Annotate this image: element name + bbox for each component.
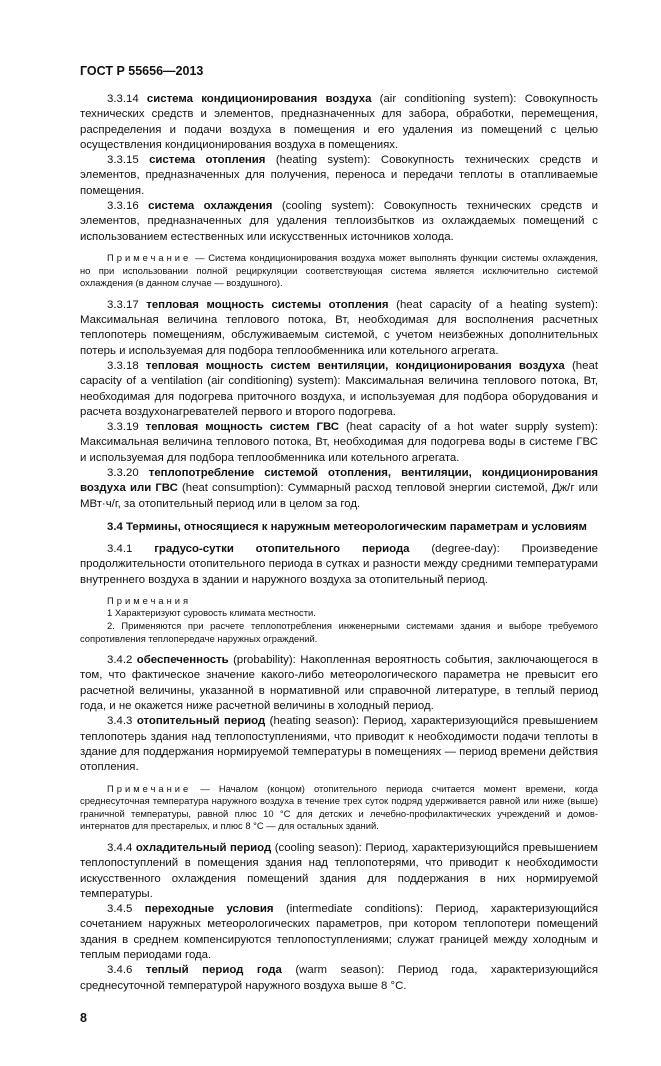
term-definition: Период, характеризующийся превышением теплопоступлений в помещения здания над теплопотерями, что приводит к необходимости искусственного охлаждения помещений здания для поддержания в них нормируемой температуры.	[80, 841, 598, 900]
term-definition: Совокупность технических средств и элементов, предназначенных для забора, обработки, перемещения, распределения и подачи воздуха в помещения и его удаления из помещений с целью осуществления кондиционирования воздуха в помещениях.	[80, 93, 598, 151]
term-number: 3.3.18	[107, 359, 139, 372]
term-definition: Максимальная величина теплового потока, Вт, необходимая для подогрева приточного воздуха, и используемая для подбора оборудования и расчета воздухонагревателей первого и второго подогрева.	[80, 375, 598, 418]
term-english: (warm season):	[295, 964, 385, 977]
term-number: 3.4.2	[107, 654, 133, 667]
term-name: теплопотребление системой отопления, вентиляции, кондиционирования воздуха или ГВС	[80, 467, 598, 495]
term-number: 3.4.4	[107, 841, 133, 854]
term-number: 3.4.5	[107, 903, 133, 916]
term-english: (heating system):	[275, 154, 371, 167]
term-number: 3.4.1	[107, 542, 133, 555]
note-item: 1 Характеризуют суровость климата местности.	[107, 607, 316, 619]
terms-group-4	[80, 841, 598, 994]
term-3-4-3	[80, 714, 598, 775]
note-text: — Началом (концом) отопительного периода считается момент времени, когда среднесуточная температура наружного воздуха в течение трех суток подряд удерживается равной или ниже (выше) граничной температуры, равной плюс 10 °С для детских и лечебно-профилактических учреждений и домов-интернатов для престарелых, и плюс 8 °С — для остальных зданий.	[80, 782, 598, 832]
term-english: (heat capacity of a heating system):	[396, 298, 599, 311]
term-3-4-6	[80, 963, 598, 994]
term-number: 3.4.3	[107, 715, 133, 728]
term-english: (cooling system):	[281, 200, 375, 213]
term-3-3-19	[80, 420, 598, 466]
note-text: — Система кондиционирования воздуха может выполнять функции системы охлаждения, но при использовании полной рециркуляции соответствующая система является исключительно системой охлаждения (в данном случае — воздушного).	[80, 251, 598, 289]
term-definition: Период года, характеризующийся среднесуточной температурой наружного воздуха выше 8 °С.	[80, 964, 599, 992]
document-page	[80, 0, 598, 1066]
term-name: система отопления	[149, 154, 266, 167]
term-english: (heat consumption):	[181, 482, 284, 495]
term-3-4-5	[80, 902, 598, 963]
term-3-3-15	[80, 153, 598, 199]
term-number: 3.3.17	[107, 298, 139, 311]
term-3-3-20	[80, 466, 598, 512]
term-english: (heating season):	[269, 715, 359, 728]
term-3-3-16	[80, 199, 598, 245]
term-definition: Максимальная величина теплового потока, Вт, необходимая для подогрева воды в системе ГВС и используемая для подбора теплообменника или котельного агрегата.	[80, 436, 598, 464]
term-definition: Произведение продолжительности отопительного периода в сутках и разности между средними температурами внутреннего воздуха в здании и наружного воздуха за отопительный период.	[80, 542, 599, 586]
term-english: (cooling season):	[274, 841, 362, 854]
note-1	[80, 252, 598, 290]
term-name: теплый период года	[145, 964, 282, 977]
note-3	[80, 783, 598, 833]
page-number: 8	[80, 1010, 87, 1025]
notes-label	[80, 595, 598, 608]
section-heading-3-4: 3.4 Термины, относящиеся к наружным метеорологическим параметрам и условиям	[107, 520, 587, 533]
term-3-4-2	[80, 653, 598, 714]
note-label: Примечание	[107, 782, 192, 794]
term-definition: Период, характеризующийся сочетанием наружных метеорологических параметров, при котором теплопотери помещений здания в среднем компенсируются теплопоступлениями; служат границей между холодным и теплым периодами года.	[80, 903, 598, 961]
term-name: тепловая мощность системы отопления	[146, 298, 389, 311]
term-name: тепловая мощность систем ГВС	[145, 421, 339, 434]
term-3-3-14	[80, 92, 598, 153]
term-3-3-17	[80, 298, 598, 359]
term-number: 3.3.16	[107, 200, 139, 213]
term-name: тепловая мощность систем вентиляции, кондиционирования воздуха	[145, 359, 565, 372]
term-english: (air conditioning system):	[379, 93, 517, 105]
term-definition: Максимальная величина теплового потока, Вт, необходимая для восполнения расчетных теплопотерь помещениям, обслуживаемым системой, с учетом неизбежных дополнительных потерь и используемая для подбора теплообменника или котельного агрегата.	[80, 314, 598, 357]
term-3-4-4	[80, 841, 598, 902]
term-number: 3.4.6	[107, 964, 133, 977]
term-english: (degree-day):	[431, 542, 500, 555]
term-name: переходные условия	[144, 903, 274, 916]
term-number: 3.3.14	[107, 93, 139, 105]
term-definition: Совокупность технических средств и элементов, предназначенных для удаления теплоизбытков из охлаждаемых помещений с использованием естественных или искусственных источников холода.	[80, 200, 598, 243]
term-english: (heat capacity of a ventilation (air conditioning) system):	[80, 359, 598, 388]
term-definition: Совокупность технических средств и элементов, предназначенных для получения, переноса и передачи теплоты в отапливаемые помещения.	[80, 154, 598, 197]
term-definition: Период, характеризующийся превышением теплопотерь здания над теплопоступлениями, что приводит к необходимости подачи теплоты в здание для поддержания нормируемой температуры в помещениях — период времени действия отопления.	[80, 715, 598, 774]
term-number: 3.3.20	[107, 467, 139, 480]
term-definition: Накопленная вероятность события, заключающегося в том, что фактическое значение какого-либо метеорологического параметра не превысит его расчетной величины, указанной в нормативной или справочной литературе, в теплый период года, и не окажется ниже расчетной величины в холодный период.	[80, 654, 599, 713]
term-name: система кондиционирования воздуха	[146, 93, 372, 105]
term-name: охладительный период	[135, 841, 272, 854]
term-english: (probability):	[233, 654, 296, 667]
note-item: 2. Применяются при расчете теплопотребления инженерными системами здания и выборе требуемого сопротивления теплопередаче наружных ограждений.	[80, 619, 598, 644]
note-label: Примечание	[107, 251, 192, 263]
document-header: ГОСТ Р 55656—2013	[80, 64, 204, 78]
term-name: отопительный период	[136, 715, 266, 728]
notes-2	[80, 595, 598, 645]
term-number: 3.3.15	[107, 154, 139, 167]
term-definition: Суммарный расход тепловой энергии системой, Дж/г или МВт·ч/г, за отопительный период или в целом за год.	[80, 482, 599, 510]
term-name: градусо-сутки отопительного периода	[154, 542, 410, 555]
terms-group-1	[80, 92, 598, 245]
term-3-3-18	[80, 359, 598, 420]
term-3-4-1	[80, 542, 598, 588]
terms-group-3	[80, 653, 598, 775]
term-english: (intermediate conditions):	[285, 903, 424, 916]
term-number: 3.3.19	[107, 421, 139, 434]
notes-label-text: Примечания	[107, 594, 192, 606]
terms-group-2	[80, 298, 598, 512]
term-name: система охлаждения	[148, 200, 273, 213]
term-name: обеспеченность	[136, 654, 229, 667]
term-english: (heat capacity of a hot water supply system):	[345, 421, 598, 434]
